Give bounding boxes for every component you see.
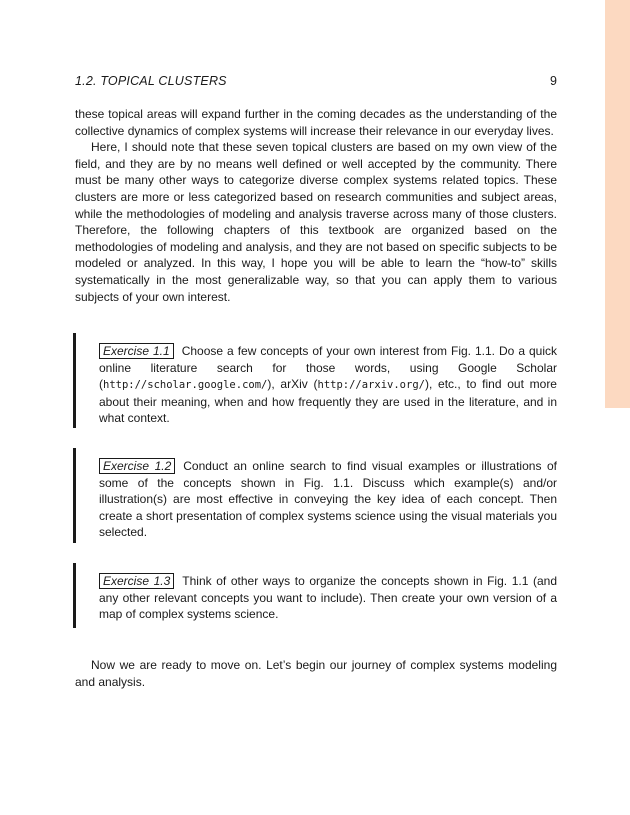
exercise-text: Think of other ways to organize the concepts shown in Fig. 1.1 (and any other relevant concepts you want to include). Then create your own version of a map of complex systems science. bbox=[99, 574, 558, 622]
exercise-label: Exercise 1.3 bbox=[99, 573, 174, 589]
paragraph-continuation: these topical areas will expand further in the coming decades as the understanding of the collective dynamics of complex systems will increase their relevance in our everyday lives. bbox=[75, 107, 557, 138]
exercise-1-1 bbox=[73, 333, 557, 428]
running-header bbox=[75, 74, 557, 88]
exercise-text: ), arXiv ( bbox=[267, 377, 318, 392]
exercise-1-2 bbox=[73, 448, 557, 543]
exercise-text: Conduct an online search to find visual examples or illustrations of some of the concepts shown in Fig. 1.1. Discuss which example(s) and/or illustration(s) are most effective in conveying the key idea of each concept. Then create a short presentation of complex systems science using the visual materials you selected. bbox=[99, 459, 558, 540]
paragraph-closing: Now we are ready to move on. Let’s begin our journey of complex systems modeling and analysis. bbox=[75, 658, 557, 689]
exercise-label: Exercise 1.1 bbox=[99, 343, 174, 359]
body-text bbox=[75, 106, 557, 305]
exercise-text: Choose a few concepts of your own interest from Fig. 1.1. Do a quick online literature search for those words, using Google Scholar ( bbox=[99, 344, 558, 392]
closing-text bbox=[75, 657, 557, 690]
paragraph-topical-clusters-note: Here, I should note that these seven topical clusters are based on my own view of the field, and they are by no means well defined or well accepted by the community. There must be many other ways to categorize diverse complex systems related topics. These clusters are more or less categorized based on research communities and subject areas, while the methodologies of modeling and analysis traverse across many of those clusters. Therefore, the following chapters of this textbook are organized based on the methodologies of modeling and analysis, and they are not based on specific subjects to be modeled or analyzed. In this way, I hope you will be able to learn the “how-to” skills systematically in the most generalizable way, so that you can apply them to various subjects of your own interest. bbox=[75, 140, 557, 304]
page-number: 9 bbox=[550, 74, 557, 88]
google-scholar-link[interactable]: http://scholar.google.com/ bbox=[103, 379, 268, 392]
arxiv-link[interactable]: http://arxiv.org/ bbox=[317, 379, 425, 392]
chapter-thumb-tab bbox=[605, 0, 630, 408]
exercise-label: Exercise 1.2 bbox=[99, 458, 175, 474]
exercise-1-3 bbox=[73, 563, 557, 628]
section-title: 1.2. TOPICAL CLUSTERS bbox=[75, 74, 227, 88]
exercise-text: ), etc., to find out more about their meaning, when and how frequently they are used in the literature, and in what context. bbox=[99, 377, 557, 426]
